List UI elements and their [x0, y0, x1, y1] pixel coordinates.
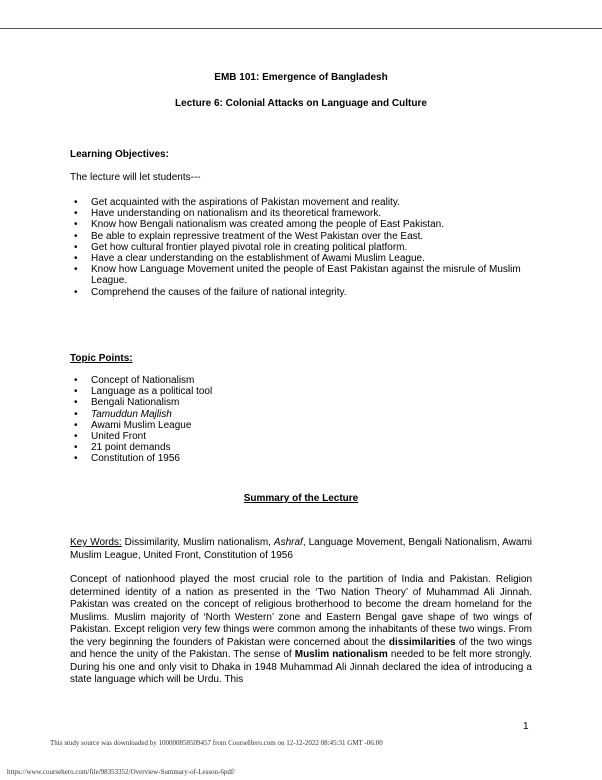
source-url: https://www.coursehero.com/file/98353352/Overview-Summary-of-Lesson-6pdf/	[7, 768, 236, 776]
summary-heading: Summary of the Lecture	[243, 493, 359, 504]
body-text-2: of the two wings and hence the unity of the Pakistan. The sense of	[70, 636, 532, 660]
list-item: • Know how Bengali nationalism was created among the people of East Pakistan.	[72, 219, 542, 230]
summary-body	[70, 574, 532, 687]
list-item: • Have understanding on nationalism and its theoretical framework.	[72, 208, 542, 219]
list-item: • Comprehend the causes of the failure of national integrity.	[72, 287, 542, 298]
topics-heading: Topic Points:	[70, 353, 133, 364]
lecture-title: Lecture 6: Colonial Attacks on Language and Culture	[175, 98, 427, 109]
keywords-paragraph	[70, 537, 532, 562]
keywords-text: Dissimilarity, Muslim nationalism,	[121, 537, 274, 548]
list-item: • Concept of Nationalism	[72, 375, 542, 386]
page-number: 1	[523, 721, 529, 732]
body-text-3: needed to be felt more strongly. During his one and only visit to Dhaka in 1948 Muhammad Ali Jinnah declared the idea of introducing a state language which will be Urdu. This	[70, 649, 533, 685]
list-item: • United Front	[72, 431, 542, 442]
bold-term-dissimilarities: dissimilarities	[388, 636, 456, 648]
download-source-note: This study source was downloaded by 100000858509457 from CourseHero.com on 12-12-2022 08:45:31 GMT -06:00	[50, 739, 383, 747]
list-item: • Constitution of 1956	[72, 453, 542, 464]
objectives-list	[72, 197, 542, 298]
list-item: • Get acquainted with the aspirations of Pakistan movement and reality.	[72, 197, 542, 208]
list-item: • Be able to explain repressive treatment of the West Pakistan over the East.	[72, 231, 542, 242]
list-item: • Know how Language Movement united the people of East Pakistan against the misrule of Muslim League.	[72, 264, 542, 286]
course-title: EMB 101: Emergence of Bangladesh	[214, 72, 388, 83]
list-item: • 21 point demands	[72, 442, 542, 453]
list-item: • Have a clear understanding on the establishment of Awami Muslim League.	[72, 253, 542, 264]
keywords-label: Key Words:	[70, 537, 122, 548]
header-rule	[0, 28, 602, 29]
list-item: • Language as a political tool	[72, 386, 542, 397]
list-item: • Bengali Nationalism	[72, 397, 542, 408]
keyword-ashraf: Ashraf	[273, 537, 303, 548]
list-item: • Get how cultural frontier played pivotal role in creating political platform.	[72, 242, 542, 253]
topics-list	[72, 375, 542, 465]
keywords-text-rest: , Language Movement, Bengali Nationalism, Awami Muslim League, United Front, Constitution of 1956	[70, 537, 533, 561]
bold-term-muslim-nationalism: Muslim nationalism	[294, 649, 388, 660]
list-item: • Tamuddun Majlish	[72, 409, 542, 420]
objectives-heading: Learning Objectives:	[70, 149, 169, 160]
objectives-intro: The lecture will let students---	[70, 172, 201, 183]
list-item: • Awami Muslim League	[72, 420, 542, 431]
body-text: Concept of nationhood played the most crucial role to the partition of India and Pakistan. Religion determined identity of a nation as presented in the ‘Two Nation Theory’ of Muhammad Ali Jinnah. Pakistan was created on the concept of religious brotherhood to become the dream homeland for the Muslims. Muslim majority of ‘North Western’ zone and Eastern Bengal gave shape of two wings of Pakistan. Except religion very few things were common among the inhabitants of these two wings. From the very beginning the founders of Pakistan were concerned about the	[70, 574, 532, 648]
